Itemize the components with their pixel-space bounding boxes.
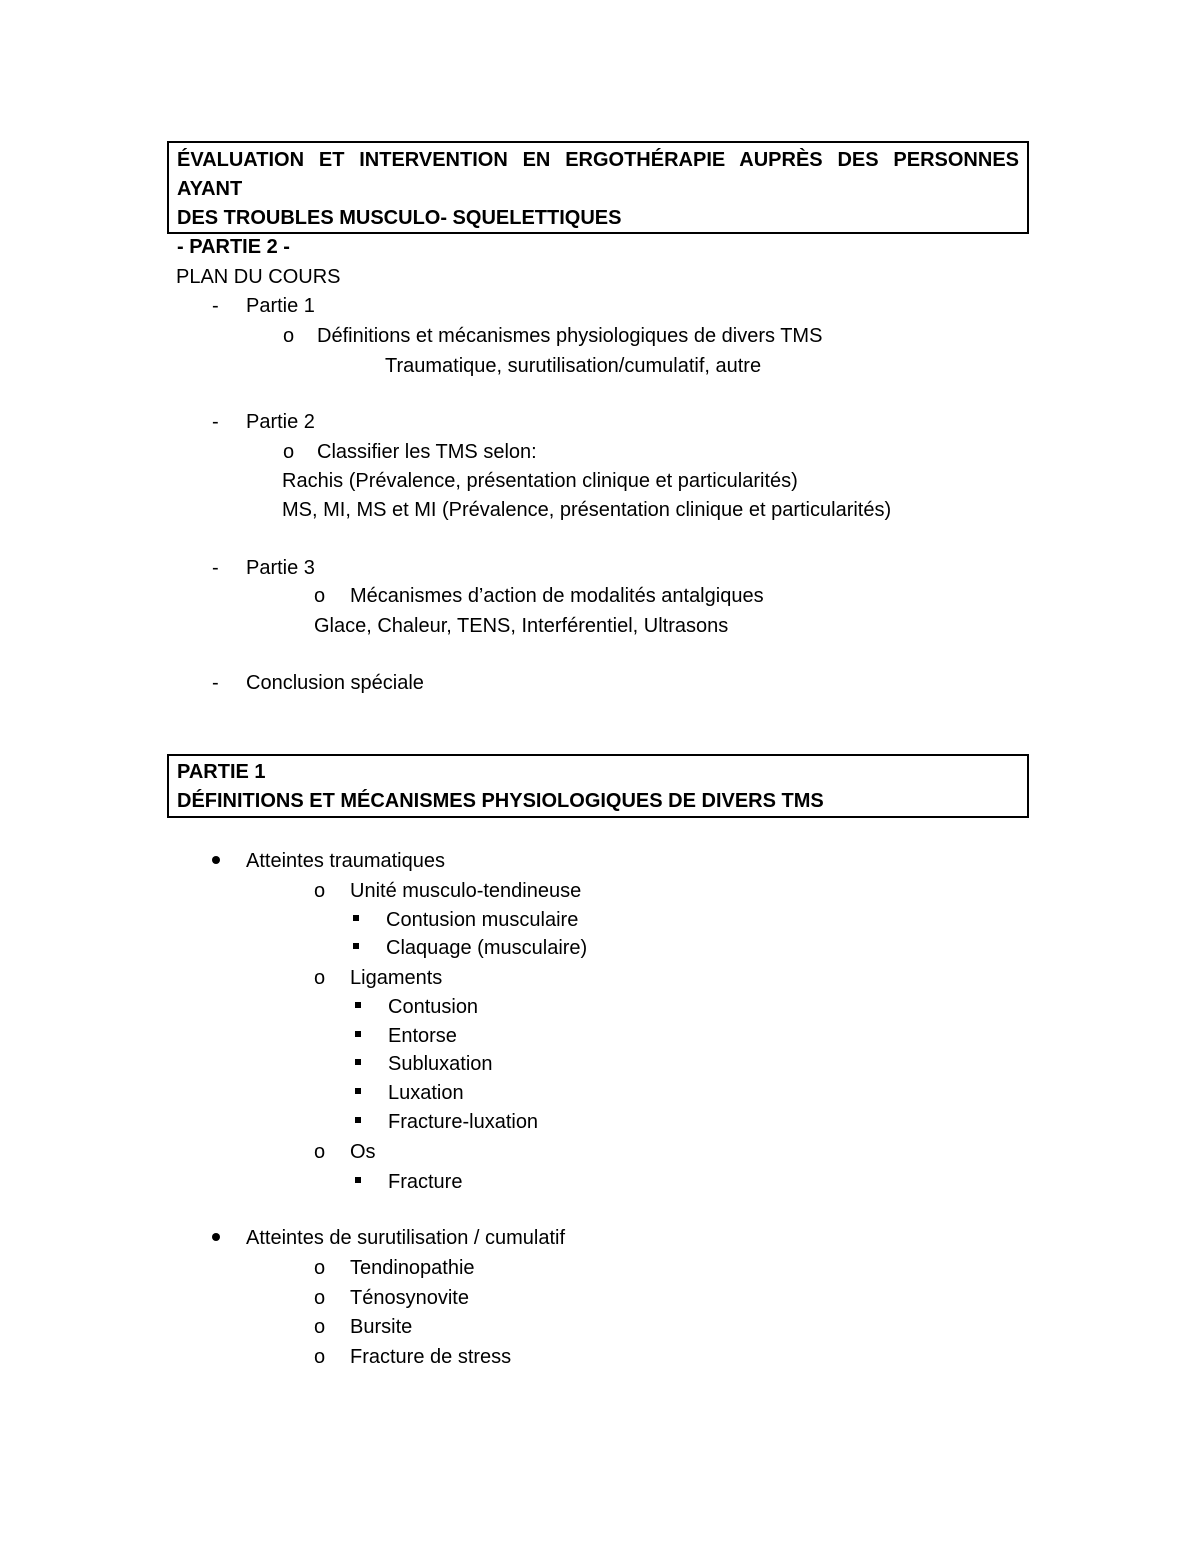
unite-item: Claquage (musculaire) [386, 937, 588, 959]
dash-marker: - [212, 672, 219, 694]
circle-marker: o [314, 1287, 326, 1309]
plan-partie-2-sub: Classifier les TMS selon: [317, 441, 537, 463]
plan-partie-2-detail-2: MS, MI, MS et MI (Prévalence, présentation clinique et particularités) [282, 499, 892, 521]
square-bullet-icon [355, 1002, 361, 1008]
plan-partie-2-detail-1: Rachis (Prévalence, présentation clinique et particularités) [282, 470, 798, 492]
partie-1-box [167, 754, 1029, 818]
ligaments-item: Subluxation [388, 1053, 493, 1075]
plan-conclusion: Conclusion spéciale [246, 672, 424, 694]
circle-marker: o [314, 967, 326, 989]
ligaments-label: Ligaments [350, 967, 443, 989]
square-bullet-icon [355, 1117, 361, 1123]
dash-marker: - [212, 557, 219, 579]
square-bullet-icon [355, 1088, 361, 1094]
unite-item: Contusion musculaire [386, 909, 579, 931]
title-line-2: DES TROUBLES MUSCULO- SQUELETTIQUES [177, 207, 622, 229]
partie-1-box-line-2: DÉFINITIONS ET MÉCANISMES PHYSIOLOGIQUES DE DIVERS TMS [177, 790, 824, 812]
circle-marker: o [314, 1257, 326, 1279]
plan-partie-1-detail: Traumatique, surutilisation/cumulatif, autre [385, 355, 762, 377]
square-bullet-icon [355, 1177, 361, 1183]
circle-marker: o [283, 441, 295, 463]
ligaments-item: Entorse [388, 1025, 457, 1047]
title-line-1: ÉVALUATION ET INTERVENTION EN ERGOTHÉRAPIE AUPRÈS DES PERSONNES AYANT [177, 149, 1019, 200]
bullet-dot-icon [212, 1233, 220, 1241]
title-line-3: - PARTIE 2 - [177, 236, 290, 258]
plan-heading: PLAN DU COURS [176, 266, 341, 288]
os-label: Os [350, 1141, 376, 1163]
os-item: Fracture [388, 1171, 463, 1193]
section-2-item: Fracture de stress [350, 1346, 512, 1368]
dash-marker: - [212, 295, 219, 317]
square-bullet-icon [353, 915, 359, 921]
section-1-title: Atteintes traumatiques [246, 850, 445, 872]
circle-marker: o [314, 1316, 326, 1338]
plan-partie-1: Partie 1 [246, 295, 315, 317]
circle-marker: o [314, 585, 326, 607]
circle-marker: o [314, 1141, 326, 1163]
square-bullet-icon [355, 1059, 361, 1065]
section-2-item: Bursite [350, 1316, 413, 1338]
partie-1-box-line-1: PARTIE 1 [177, 761, 266, 783]
section-2-item: Ténosynovite [350, 1287, 469, 1309]
dash-marker: - [212, 411, 219, 433]
square-bullet-icon [355, 1031, 361, 1037]
ligaments-item: Contusion [388, 996, 479, 1018]
section-2-item: Tendinopathie [350, 1257, 475, 1279]
title-box [167, 141, 1029, 258]
plan-partie-1-sub: Définitions et mécanismes physiologiques de divers TMS [317, 325, 823, 347]
plan-partie-3-sub: Mécanismes d’action de modalités antalgiques [350, 585, 764, 607]
circle-marker: o [314, 880, 326, 902]
ligaments-item: Luxation [388, 1082, 464, 1104]
section-2-title: Atteintes de surutilisation / cumulatif [246, 1227, 566, 1249]
plan-partie-3-detail: Glace, Chaleur, TENS, Interférentiel, Ultrasons [314, 615, 729, 637]
circle-marker: o [314, 1346, 326, 1368]
plan-partie-2: Partie 2 [246, 411, 315, 433]
square-bullet-icon [353, 943, 359, 949]
unite-label: Unité musculo-tendineuse [350, 880, 582, 902]
ligaments-item: Fracture-luxation [388, 1111, 539, 1133]
bullet-dot-icon [212, 856, 220, 864]
circle-marker: o [283, 325, 295, 347]
plan-partie-3: Partie 3 [246, 557, 315, 579]
